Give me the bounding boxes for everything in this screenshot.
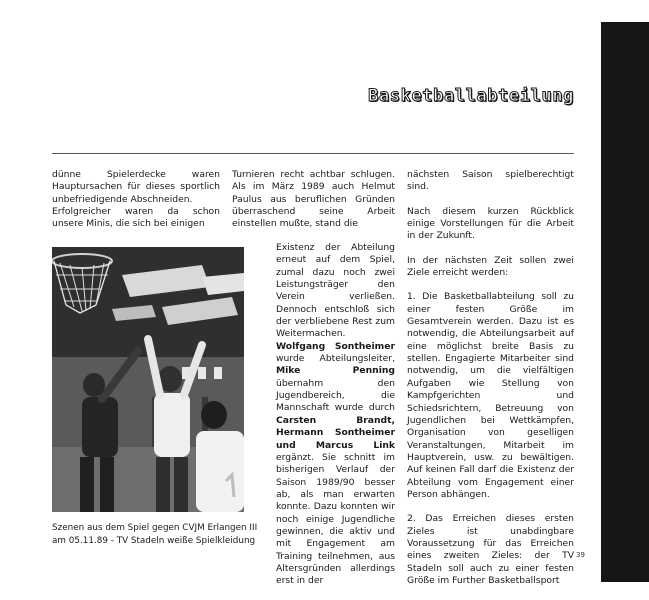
paragraph: nächsten Saison spielberechtigt sind. [407, 169, 574, 193]
heading-rule [52, 153, 574, 154]
column-2-top [232, 169, 395, 231]
paragraph: Turnieren recht achtbar schlugen. Als im März 1989 auch Helmut Paulus aus beruflichen Gründen überraschend seine Arbeit einstellen mußte, stand die [232, 169, 395, 230]
person-name: Wolfgang Sontheimer [276, 340, 395, 352]
basketball-game-photo [52, 247, 244, 512]
paragraph: Nach diesem kurzen Rückblick einige Vorstellungen für die Arbeit in der Zukunft. [407, 205, 574, 242]
person-names: Carsten Brandt, Hermann Sontheimer und Marcus Link [276, 414, 395, 451]
paragraph: In der nächsten Zeit sollen zwei Ziele erreicht werden: [407, 254, 574, 279]
paragraph: 1. Die Basketballabteilung soll zu einer festen Größe im Gesamtverein werden. Dazu ist es notwendig, die Abteilungsarbeit auf eine möglichst breite Basis zu stellen. Engagierte Mitarbeiter sind notwendig, um die vielfältigen Aufgaben wie Stellung von Kampfgerichten und Schiedsrichtern, Betreuung von Jugendlichen bei Wettkämpfen, Organisation von geselligen Veranstaltungen, Mitarbeit im Hauptverein, usw. zu bewältigen. Auf keinen Fall darf die Existenz der Abteilung vom Engagement einer Person abhängen. [407, 291, 574, 500]
paragraph: Erfolgreicher waren da schon unsere Minis, die sich bei einigen [52, 206, 220, 230]
paragraph: 2. Das Erreichen dieses ersten Zieles ist unabdingbare Voraussetzung für das Erreichen eines zweiten Zieles: der TV Stadeln soll auch zu einer festen Größe im Further Basketballsport [407, 513, 574, 586]
caption-line: am 05.11.89 - TV Stadeln weiße Spielkleidung [52, 536, 256, 546]
text-run: übernahm den Jugendbereich, die Mannschaft wurde durch [276, 377, 395, 414]
column-3 [407, 169, 574, 587]
person-name: Mike Penning [276, 365, 395, 377]
caption-line: Szenen aus dem Spiel gegen CVJM Erlangen III [52, 523, 258, 533]
page-number: 39 [576, 551, 585, 559]
photo-caption [52, 522, 267, 548]
paragraph [276, 242, 395, 588]
page-edge-strip [601, 22, 649, 582]
column-1 [52, 169, 220, 231]
text-run: ergänzt. Sie schnitt im bisherigen Verlauf der Saison 1989/90 besser ab, als man erwarten konnte. Dazu konnten wir noch einige Jugendliche gewinnen, die aktiv und mit Engagement am Training teilnehmen, aus Altersgründen allerdings erst in der [276, 451, 395, 587]
text-run: Existenz der Abteilung erneut auf dem Spiel, zumal dazu noch zwei Leistungsträger den Verein verließen. Dennoch entschloß sich der verbliebene Rest zum Weitermachen. [276, 242, 395, 340]
text-run: wurde Abteilungsleiter, [276, 353, 395, 365]
column-2-body [276, 242, 395, 588]
page-heading: Basketballabteilung [368, 86, 574, 106]
paragraph: dünne Spielerdecke waren Hauptursachen für dieses sportlich unbefriedigende Abschneiden. [52, 169, 220, 205]
